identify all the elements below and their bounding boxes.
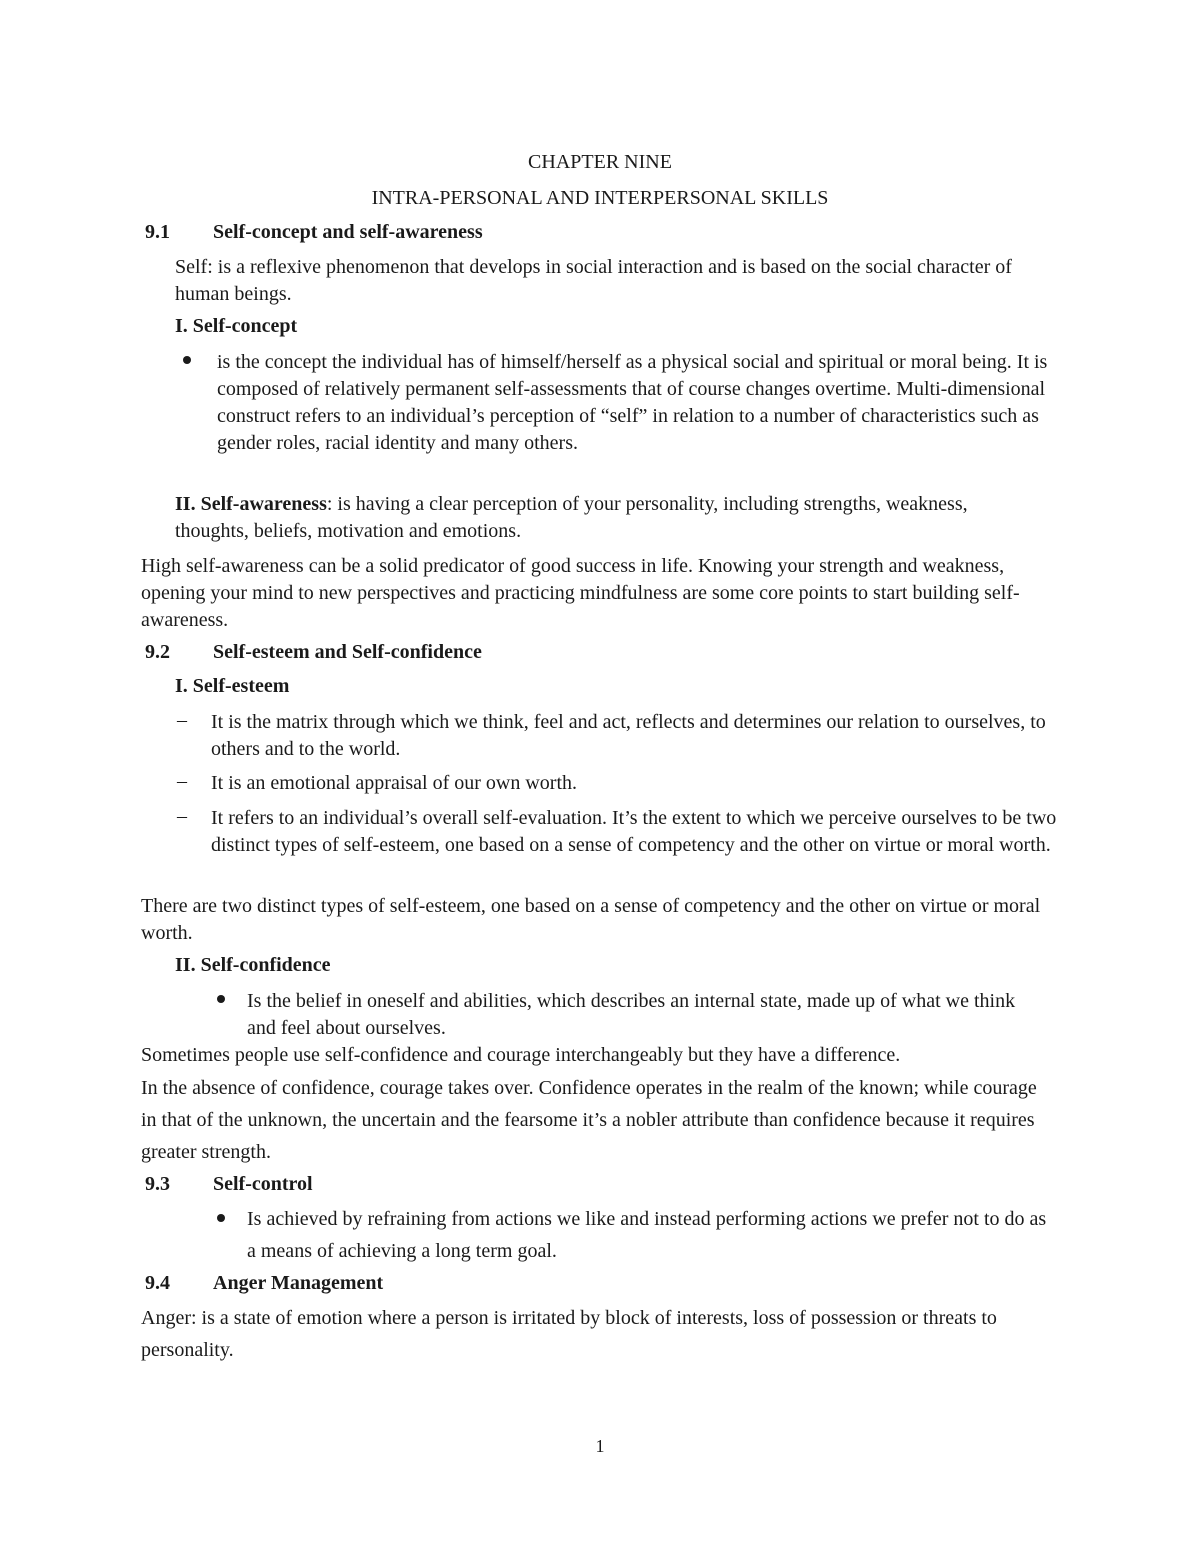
self-esteem-types: There are two distinct types of self-esteem, one based on a sense of competency and the other on virtue or moral worth. (141, 895, 1041, 944)
self-awareness-text: : is having a clear perception of your personality, including strengths, weakness, thoughts, beliefs, motivation and emotions. (175, 493, 968, 542)
dash-bullet-icon: – (177, 805, 187, 827)
section-number-9-4: 9.4 (145, 1272, 170, 1294)
self-definition: Self: is a reflexive phenomenon that develops in social interaction and is based on the social character of human beings. (175, 256, 1012, 305)
subheading-self-esteem: I. Self-esteem (175, 675, 290, 697)
section-number-9-2: 9.2 (145, 641, 170, 663)
bullet-icon (217, 1214, 225, 1222)
anger-definition: Anger: is a state of emotion where a person is irritated by block of interests, loss of possession or threats to personality. (141, 1307, 997, 1361)
self-awareness-closing: High self-awareness can be a solid predicator of good success in life. Knowing your strength and weakness, opening your mind to new perspectives and practicing mindfulness are some core points to start building self-awareness. (141, 555, 1020, 631)
self-confidence-courage-intro: Sometimes people use self-confidence and courage interchangeably but they have a difference. (141, 1044, 901, 1066)
dash-bullet-icon: – (177, 770, 187, 792)
section-title-9-2: Self-esteem and Self-confidence (213, 641, 482, 663)
self-confidence-bullet: Is the belief in oneself and abilities, which describes an internal state, made up of what we think and feel about ourselves. (247, 990, 1016, 1039)
chapter-title: CHAPTER NINE (528, 151, 672, 173)
self-control-bullet: Is achieved by refraining from actions we like and instead performing actions we prefer not to do as a means of achieving a long term goal. (247, 1208, 1047, 1262)
section-number-9-3: 9.3 (145, 1173, 170, 1195)
self-esteem-dash-2: It is an emotional appraisal of our own worth. (211, 772, 578, 794)
subheading-self-concept: I. Self-concept (175, 315, 298, 337)
self-concept-bullet: is the concept the individual has of himself/herself as a physical social and spiritual or moral being. It is composed of relatively permanent self-assessments that of course changes overtime. Multi-dimensional construct refers to an individual’s perception of “self” in relation to a number of characteristics such as gender roles, racial identity and many others. (217, 351, 1048, 454)
section-title-9-3: Self-control (213, 1173, 313, 1195)
subheading-self-awareness: II. Self-awareness (175, 493, 327, 515)
chapter-subtitle: INTRA-PERSONAL AND INTERPERSONAL SKILLS (371, 187, 829, 209)
bullet-icon (183, 356, 191, 364)
courage-paragraph: In the absence of confidence, courage takes over. Confidence operates in the realm of the known; while courage in that of the unknown, the uncertain and the fearsome it’s a nobler attribute than confidence because it requires greater strength. (141, 1077, 1037, 1163)
subheading-self-confidence: II. Self-confidence (175, 954, 331, 976)
section-title-9-4: Anger Management (213, 1272, 384, 1294)
bullet-icon (217, 995, 225, 1003)
self-esteem-dash-1: It is the matrix through which we think, feel and act, reflects and determines our relation to ourselves, to others and to the world. (211, 711, 1046, 760)
self-esteem-dash-3: It refers to an individual’s overall self-evaluation. It’s the extent to which we perceive ourselves to be two distinct types of self-esteem, one based on a sense of competency and the other on virtue or moral worth. (211, 807, 1057, 856)
self-awareness-paragraph (175, 491, 1045, 545)
dash-bullet-icon: – (177, 709, 187, 731)
section-title-9-1: Self-concept and self-awareness (213, 221, 483, 243)
page-number: 1 (595, 1436, 605, 1456)
section-number-9-1: 9.1 (145, 221, 170, 243)
